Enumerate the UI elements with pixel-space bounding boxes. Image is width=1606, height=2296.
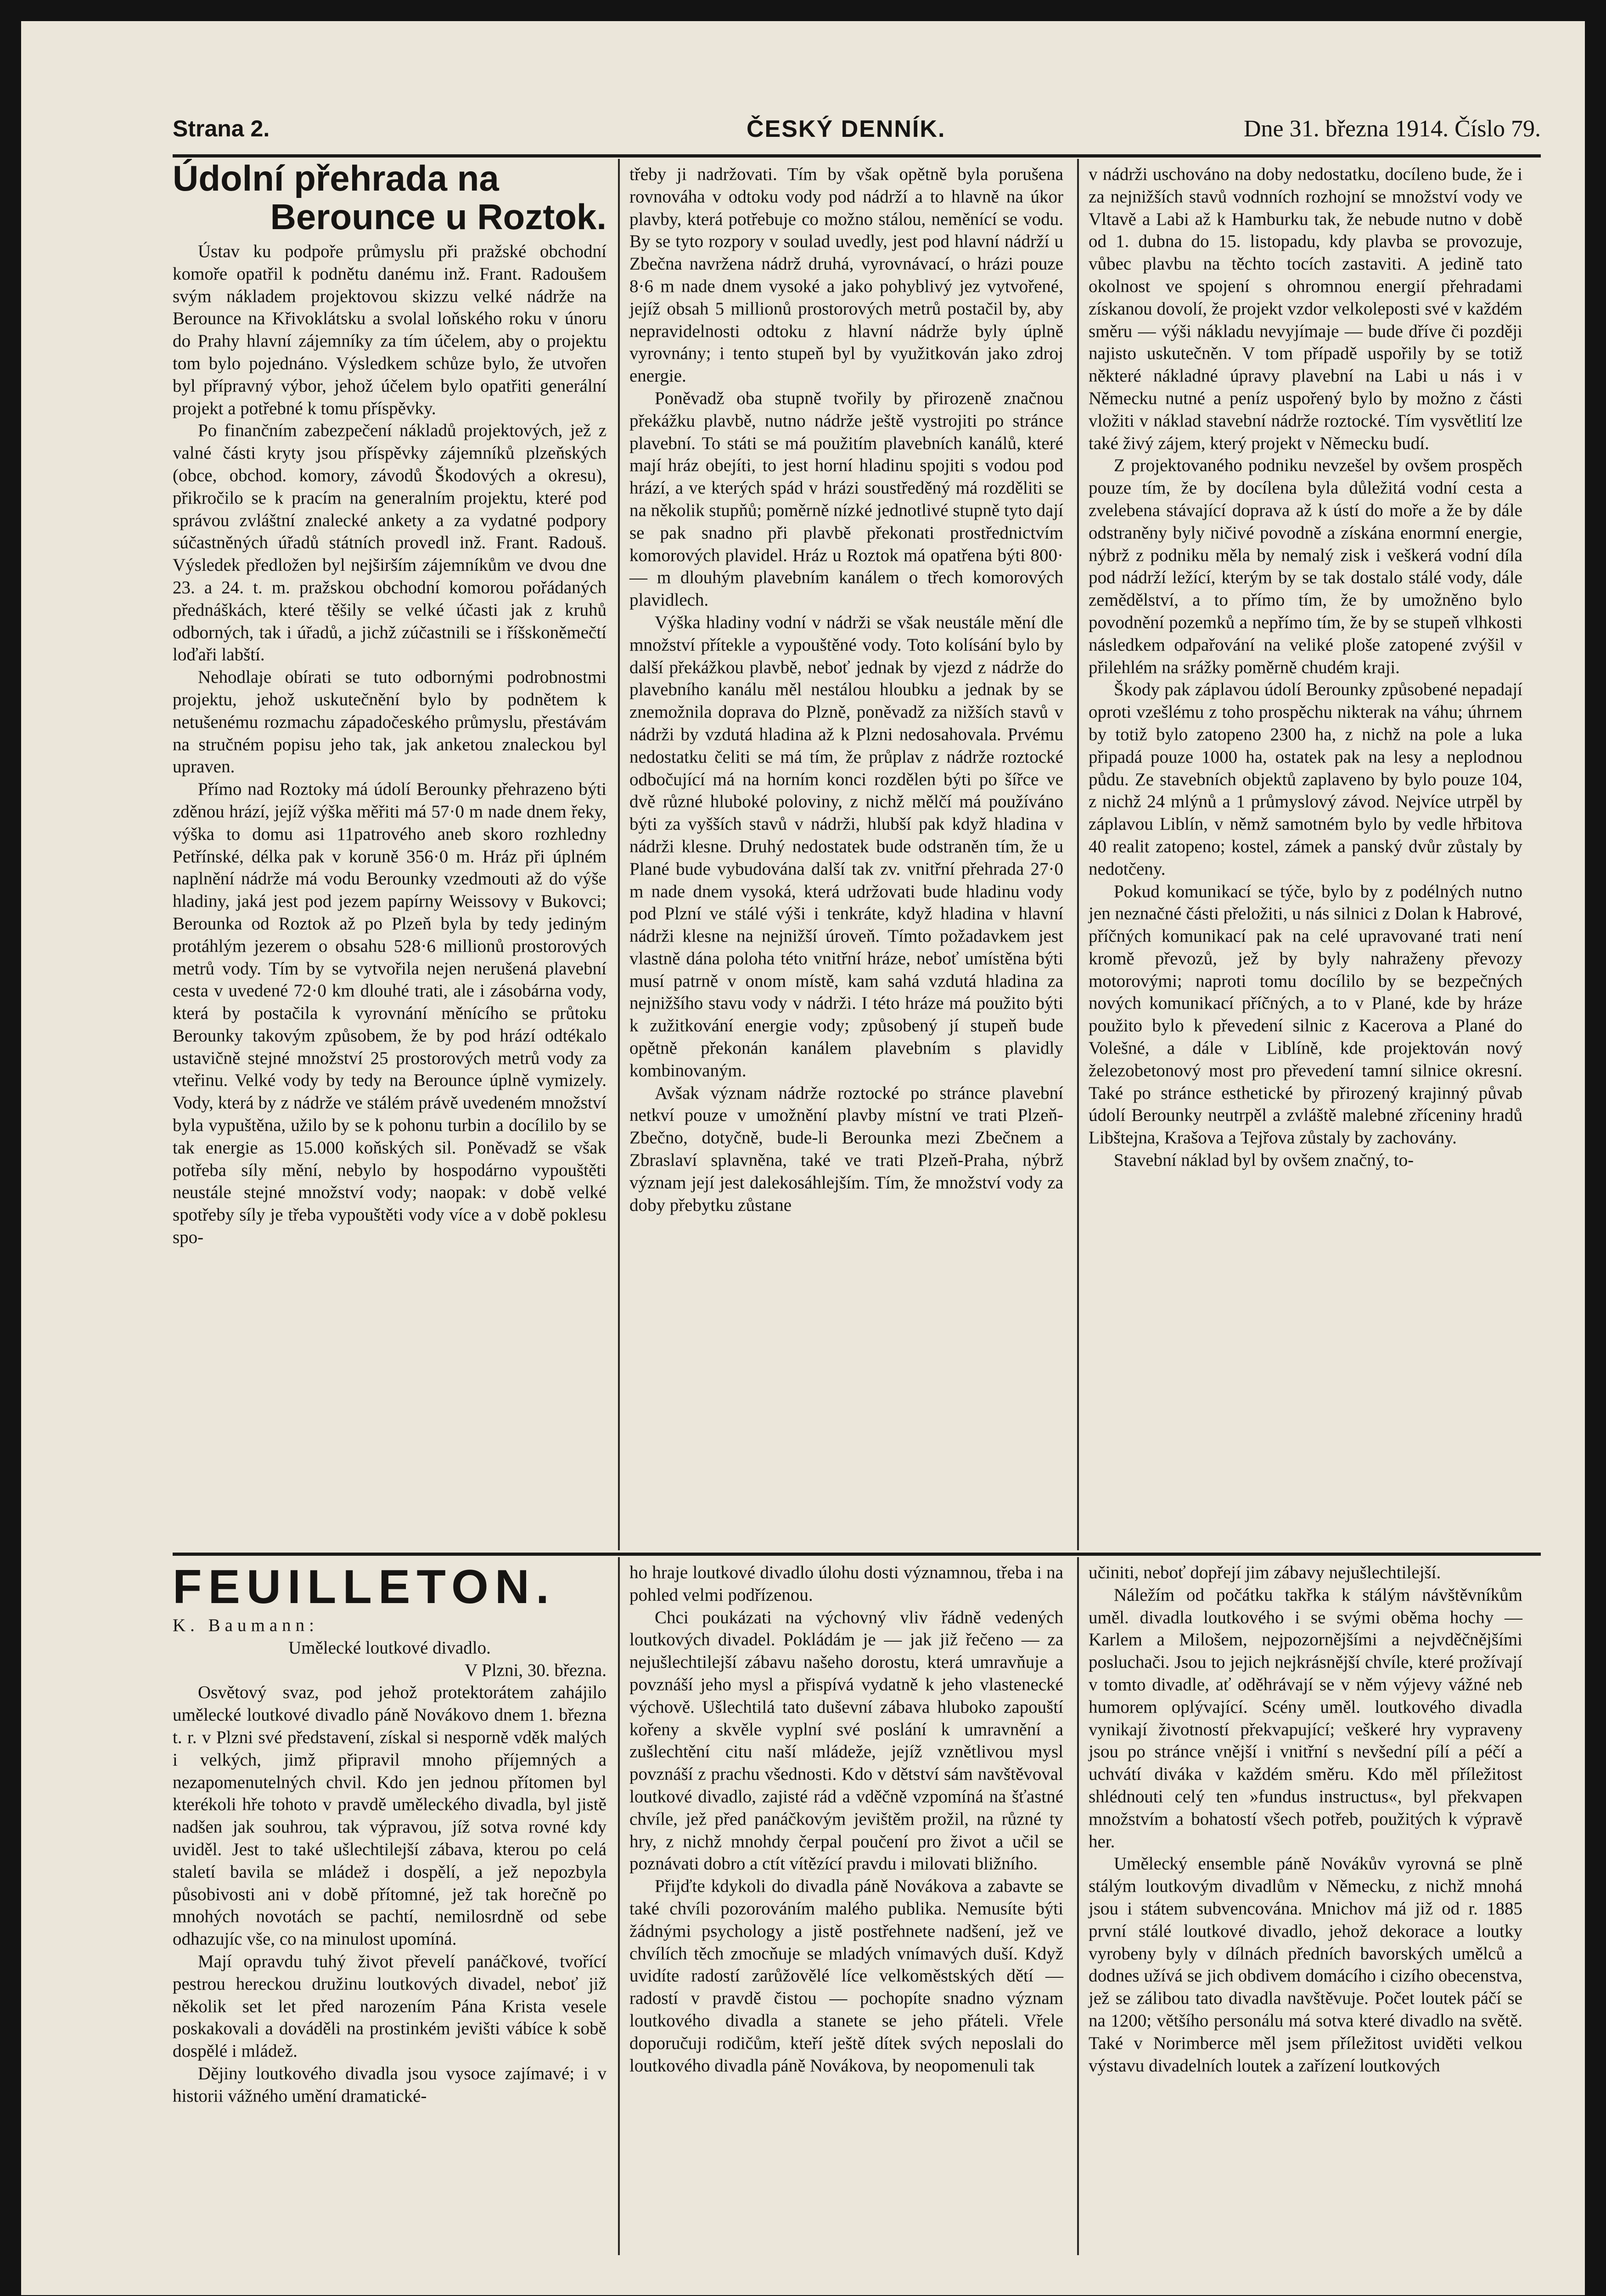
newspaper-title: ČESKÝ DENNÍK. [747, 116, 946, 142]
section-rule [173, 1553, 1541, 1556]
paragraph: Stavební náklad byl by ovšem značný, to- [1114, 1150, 1414, 1171]
paragraph: Dějiny loutkového divadla jsou vysoce zajímavé; i v historii vážného umění dramatické- [173, 2063, 606, 2106]
column-rule [1077, 159, 1079, 1550]
article-column-2 [629, 163, 1063, 1216]
paragraph: Náležím od počátku takřka k stálým návštěvníkům uměl. divadla loutkového i se svými oběma hochy — Karlem a Milošem, nejpozornějšími a nejvděčnějšími posluchači. Jsou to jejich nejkrásnější chvíle, které prožívají v tomto divadle, ať oděhrávají se v něm výjevy vážné neb humorem oplývající. Scény uměl. loutkového divadla vynikají životností překvapující; veškeré hry vypraveny jsou po stránce vnější i vnitřní s nevšední pílí a péčí a uchvátí diváka v každém směru. Kdo měl příležitost shlédnouti celý ten »fundus instructus«, byl překvapen množstvím a bohatostí všech potřeb, použitých k výpravě her. [1089, 1585, 1522, 1851]
feuilleton-column-3 [1089, 1562, 1522, 2077]
article-column-3 [1089, 163, 1522, 1172]
headline-line-2: Berounce u Roztok. [270, 197, 606, 237]
paragraph: Přímo nad Roztoky má údolí Berounky přehrazeno býti zděnou hrází, jejíž výška měřiti má 57·0 m nade dnem řeky, výška to domu asi 11patrového aneb skoro rozhledny Petřínské, délka pak v koruně 356·0 m. Hráz při úplném naplnění nádrže má vodu Berounky vzedmouti až do výše hladiny, jaká jest pod jezem papírny Weissovy v Bukovci; Berounka od Roztok až po Plzeň byla by tedy jediným protáhlým jezerem o obsahu 528·6 millionů prostorových metrů vody. Tím by se vytvořila nejen nerušená plavební cesta v uvedené 72·0 km dlouhé trati, ale i zásobárna vody, která by postačila k vyrovnání měnícího se průtoku Berounky takovým způsobem, že by pod hrází odtékalo ustavičně stejné množství 25 prostorových metrů vody za vteřinu. Velké vody by tedy na Berounce úplně vymizely. Vody, která by z nádrže ve stálém právě uvedeném množství byla vypuštěna, užilo by se k pohonu turbin a docílilo by se tak energie as 15.000 koňských sil. Poněvadž se však potřeba síly mění, nebylo by hospodárno vypouštěti neustále stejné množství vody; naopak: v době velké spotřeby síly je třeba vypouštěti vody více a v době poklesu spo- [173, 779, 606, 1248]
paragraph: Chci poukázati na výchovný vliv řádně vedených loutkových divadel. Pokládám je — jak již řečeno — za nejušlechtilejší zábavu našeho dorostu, která umravňuje a povznáší jeho mysl a přispívá vydatně k jeho vlastenecké výchově. Ušlechtilá tato duševní zábava hluboko zapouští kořeny a skvěle vyplní své poslání k umravnění a zušlechtění citu naší mládeže, jejíž vznětlivou mysl povznáší z prachu všednosti. Kdo v dětství sám navštěvoval loutkové divadlo, zajisté rád a vděčně vzpomíná na šťastné chvíle, jež před panáčkovým jevištěm prožil, na různé ty hry, z nichž mnohdy čerpal poučení pro život a učil se poznávati dobro a ctít vítězící pravdu i milovati bližního. [629, 1607, 1063, 1874]
paragraph: Ústav ku podpoře průmyslu při pražské obchodní komoře opatřil k podnětu danému inž. Frant. Radoušem svým nákladem projektovou skizzu velké nádrže na Berounce na Křivoklátsku a svolal loňského roku v únoru do Prahy hlavní zájemníky za tím účelem, aby o projektu tom bylo pojednáno. Výsledkem schůze bylo, že utvořen byl přípravný výbor, jehož účelem bylo opatřiti generální projekt a potřebné k tomu příspěvky. [173, 242, 606, 418]
paragraph: Umělecký ensemble páně Novákův vyrovná se plně stálým loutkovým divadlům v Německu, z nichž mnohá jsou i státem subvencována. Mnichov má již od r. 1885 první stálé loutkové divadlo, jehož dekorace a loutky vyrobeny byly v dílnách předních bavorských umělců a dodnes užívá se jich obdivem domácího i cizího obecenstva, jež se zálibou tato divadla navštěvuje. Počet loutek páčí se na 1200; většího personálu má sotva které divadlo na světě. Také v Norimberce měl jsem příležitost uviděti velkou výstavu divadelních loutek a zařízení loutkových [1089, 1854, 1522, 2076]
feuilleton-title: FEUILLETON. [173, 1560, 556, 1614]
paragraph: Výška hladiny vodní v nádrži se však neustále mění dle množství přítekle a vypouštěné vody. Toto kolísání bylo by další překážkou plavbě, neboť jednak by vjezd z nádrže do plavebního kanálu měl nestálou hloubku a jednak by se znemožnila doprava do Plzně, poněvadž za nižších stavů v nádrži by vzdutá hladina až k Plzni nedosahovala. Prvému nedostatku čeliti se má tím, že průplav z nádrže roztocké odbočující má na horním konci rozdělen býti po šířce ve dvě různé hluboké poloviny, z nichž mělčí má používáno býti za vyšších stavů v nádrži, hlubší pak když hladina v nádrži klesne. Druhý nedostatek bude odstraněn tím, že u Plané bude vybudována další tak zv. vnitřní přehrada 27·0 m nade dnem vysoká, která udržovati bude hladinu vody pod Plzní ve stálé výši i tenkráte, když hladina v hlavní nádrži klesne na nejnižší úroveň. Tímto požadavkem jest vlastně dána poloha této vnitřní hráze, neboť umístěna býti musí patrně v onom místě, kam sahá vzdutá hladina za nejnižšího stavu vody v nádrži. I této hráze má použito býti k zužitkování energie vody; způsobený jí stupeň bude opětně překonán kanálem plavebním s plavidly kombinovaným. [629, 612, 1063, 1080]
feuilleton-column-2 [629, 1562, 1063, 2077]
dateline: V Plzni, 30. března. [464, 1660, 606, 1680]
header-rule [173, 154, 1541, 158]
paragraph: Osvětový svaz, pod jehož protektorátem zahájilo umělecké loutkové divadlo páně Novákovo dnem 1. března t. r. v Plzni své představení, získal si nesporně vděk malých i velkých, jimž připravil mnoho příjemných a nezapomenutelných chvil. Kdo jen jednou přítomen byl kterékoli hře tohoto v pravdě uměleckého divadla, byl jistě nadšen jak souhrou, tak výpravou, jíž sotva rovné kdy uviděl. Jest to také ušlechtilejší zábava, kterou po celá staletí bavila se mládež i dospělí, a jež nepozbyla působivosti ani v době přítomné, jež tak horečně po mnohých novotách se pachtí, nemilosrdně od sebe odhazujíc vše, co na minulost upomíná. [173, 1683, 606, 1949]
masthead [173, 101, 1541, 152]
paragraph: Avšak význam nádrže roztocké po stránce plavební netkví pouze v umožnění plavby místní ve trati Plzeň-Zbečno, dotyčně, bude-li Berounka mezi Zbečnem a Zbraslaví splavněna, také ve trati Plzeň-Praha, nýbrž význam její jest dalekosáhlejším. Tím, že množství vody za doby přebytku zůstane [629, 1083, 1063, 1215]
page-number: Strana 2. [173, 116, 270, 141]
paragraph: Nehodlaje obírati se tuto odbornými podrobnostmi projektu, jehož uskutečnění bylo by podnětem k netušenému rozmachu západočeského průmyslu, přestávám na stručném popisu jeho tak, jak anketou znaleckou byl upraven. [173, 667, 606, 777]
paragraph: Mají opravdu tuhý život převelí panáčkové, tvořící pestrou hereckou družinu loutkových divadel, neboť již několik set let před narozením Pána Krista vesele poskakovali a dováděli na prostinkém jevišti vábíce k sobě dospělé i mládež. [173, 1951, 606, 2061]
author: K. Baumann: [173, 1615, 319, 1635]
column-rule [618, 1557, 620, 2255]
column-rule [1077, 1557, 1079, 2255]
paragraph: třeby ji nadržovati. Tím by však opětně byla porušena rovnováha v odtoku vody pod nádrží a to hlavně na úkor plavby, která potřebuje co možno stálou, neměnící se vodu. By se tyto rozpory v soulad uvedly, jest pod hlavní nádrží u Zbečna navržena nádrž druhá, vyrovnávací, o hrázi pouze 8·6 m nade dnem vysoké a jako pohyblivý jez vytvořené, jejíž obsah 5 millionů prostorových metrů postačil by, aby nepravidelnosti odtoku z hlavní nádrže byly úplně vyrovnány; i tento stupeň byl by využitkován jako zdroj energie. [629, 164, 1063, 386]
paragraph: Poněvadž oba stupně tvořily by přirozeně značnou překážku plavbě, nutno nádrže ještě vystrojiti po stránce plavební. To státi se má použitím plavebních kanálů, které mají hráz obejíti, to jest horní hladinu spojiti s vodou pod hrází, a ve kterých spád v hrázi soustředěný má rozděliti se na několik stupňů; poměrně nízké jednotlivé stupně tyto dají se pak snadno při plavbě překonati prostřednictvím komorových plavidel. Hráz u Roztok má opatřena býti 800·— m dlouhým plavebním kanálem o třech komorových plavidlech. [629, 388, 1063, 610]
newspaper-page [21, 21, 1585, 2295]
headline-line-1: Údolní přehrada na [173, 158, 499, 198]
paragraph: učiniti, neboť dopřejí jim zábavy nejušlechtilejší. [1089, 1563, 1441, 1582]
paragraph: v nádrži uschováno na doby nedostatku, docíleno bude, že i za nejnižších stavů vodnních rozhojní se množství vody ve Vltavě a Labi až k Hamburku tak, že nebude nutno v době od 1. dubna do 15. listopadu, kdy plavba se provozuje, vůbec plavbu na těchto tocích zastaviti. A jedině tato okolnost ve spojení s ohromnou energií přehradami získanou dovolí, že projekt vzdor velkoleposti své v každém směru — výši nákladu nevyjímaje — bude dříve či později najisto uskutečněn. V tom případě uspořily by se totiž některé nákladné úpravy plavební na Labi u nás i v Německu nutné a peníz uspořený bylo by možno z části vložiti v náklad stavební nádrže roztocké. Tím vysvětlití lze také živý zájem, který projekt v Německu budí. [1089, 164, 1522, 453]
feuilleton-column-1 [173, 1559, 606, 2108]
feuilleton-subtitle: Umělecké loutkové divadlo. [288, 1638, 491, 1658]
paragraph: Z projektovaného podniku nevzešel by ovšem prospěch pouze tím, že by docílena byla důležitá vodní cesta a zvelebena stávající doprava až k ústí do moře a že by dále odstraněny byly ničivé povodně a získána enormní energie, nýbrž z podniku měla by nemalý zisk i veškerá vodní díla pod nádrží ležící, kterým by se tak dostalo stálé vody, dále zemědělství, a to přímo tím, že by umožněno bylo povodnění pozemků a nepřímo tím, že by se stupeň vlhkosti následkem odpařování na veliké ploše zatopené zvýšil v přilehlém na srážky poměrně chudém kraji. [1089, 456, 1522, 677]
issue-date: Dne 31. března 1914. Číslo 79. [1243, 116, 1541, 142]
article-headline [173, 159, 606, 236]
column-rule [618, 159, 620, 1550]
paragraph: Pokud komunikací se týče, bylo by z podélných nutno jen neznačné části přeložiti, u nás silnici z Dolan k Habrové, příčných komunikací pak na celé upravované trati není kromě převozů, jež by byly nahraženy převozy motorovými; naproti tomu docílilo by se bezpečných nových komunikací příčných, a to v Plané, kde by hráze použito bylo k převedení silnic z Kacerova a Plané do Volešné, a dále v Liblíně, kde projektován nový železobetonový most pro převedení tamní silnice okresní. Také po stránce esthetické by přirozený krajinný půvab údolí Berounky neutrpěl a zvláště malebné zříceniny hradů Libštejna, Krašova a Tejřova zůstaly by zachovány. [1089, 881, 1522, 1148]
paragraph: Škody pak záplavou údolí Berounky způsobené nepadají oproti vzešlému z toho prospěchu nikterak na váhu; úhrnem by totiž bylo zatopeno 2300 ha, z nichž na pole a luka připadá pouze 1000 ha, ostatek pak na lesy a neplodnou půdu. Ze stavebních objektů zaplaveno by bylo pouze 104, z nichž 24 mlýnů a 1 průmyslový závod. Nejvíce utrpěl by záplavou Liblín, v němž samotném bylo by vedle hřbitova 40 realit zatopeno; kostel, zámek a panský dvůr zůstaly by nedotčeny. [1089, 680, 1522, 879]
paragraph: Přijďte kdykoli do divadla páně Novákova a zabavte se také chvíli pozorováním malého publika. Nemusíte býti žádnými psychology a jistě postřehnete nadšení, jež ve chvílích těch zmocňuje se mladých vnímavých duší. Když uvidíte radostí zarůžovělé líce velkoměstských dětí — radostí v pravdě čistou — pochopíte snadno význam loutkového divadla a stanete se jeho přáteli. Vřele doporučuji rodičům, kteří ještě dítek svých neposlali do loutkového divadla páně Novákova, by neopomenuli tak [629, 1876, 1063, 2076]
paragraph: Po finančním zabezpečení nákladů projektových, jež z valné části kryty jsou příspěvky zájemníků plzeňských (obce, obchod. komory, závodů Škodových a okresu), přikročilo se k pracím na generalním projektu, které pod správou zvláštní znalecké ankety a za vydatné podpory súčastněných úřadů státních provedl inž. Frant. Radouš. Výsledek předložen byl nejširším zájemníkům ve dvou dne 23. a 24. t. m. pražskou obchodní komorou pořádaných přednáškách, které těšily se velké účasti jak z kruhů odborných, tak i úřadů, a jichž zúčastnili se i říšskoněmečtí loďaři labští. [173, 421, 606, 665]
paragraph: ho hraje loutkové divadlo úlohu dosti významnou, třeba i na pohled velmi podřízenou. [629, 1563, 1063, 1605]
article-column-1 [173, 159, 606, 1249]
